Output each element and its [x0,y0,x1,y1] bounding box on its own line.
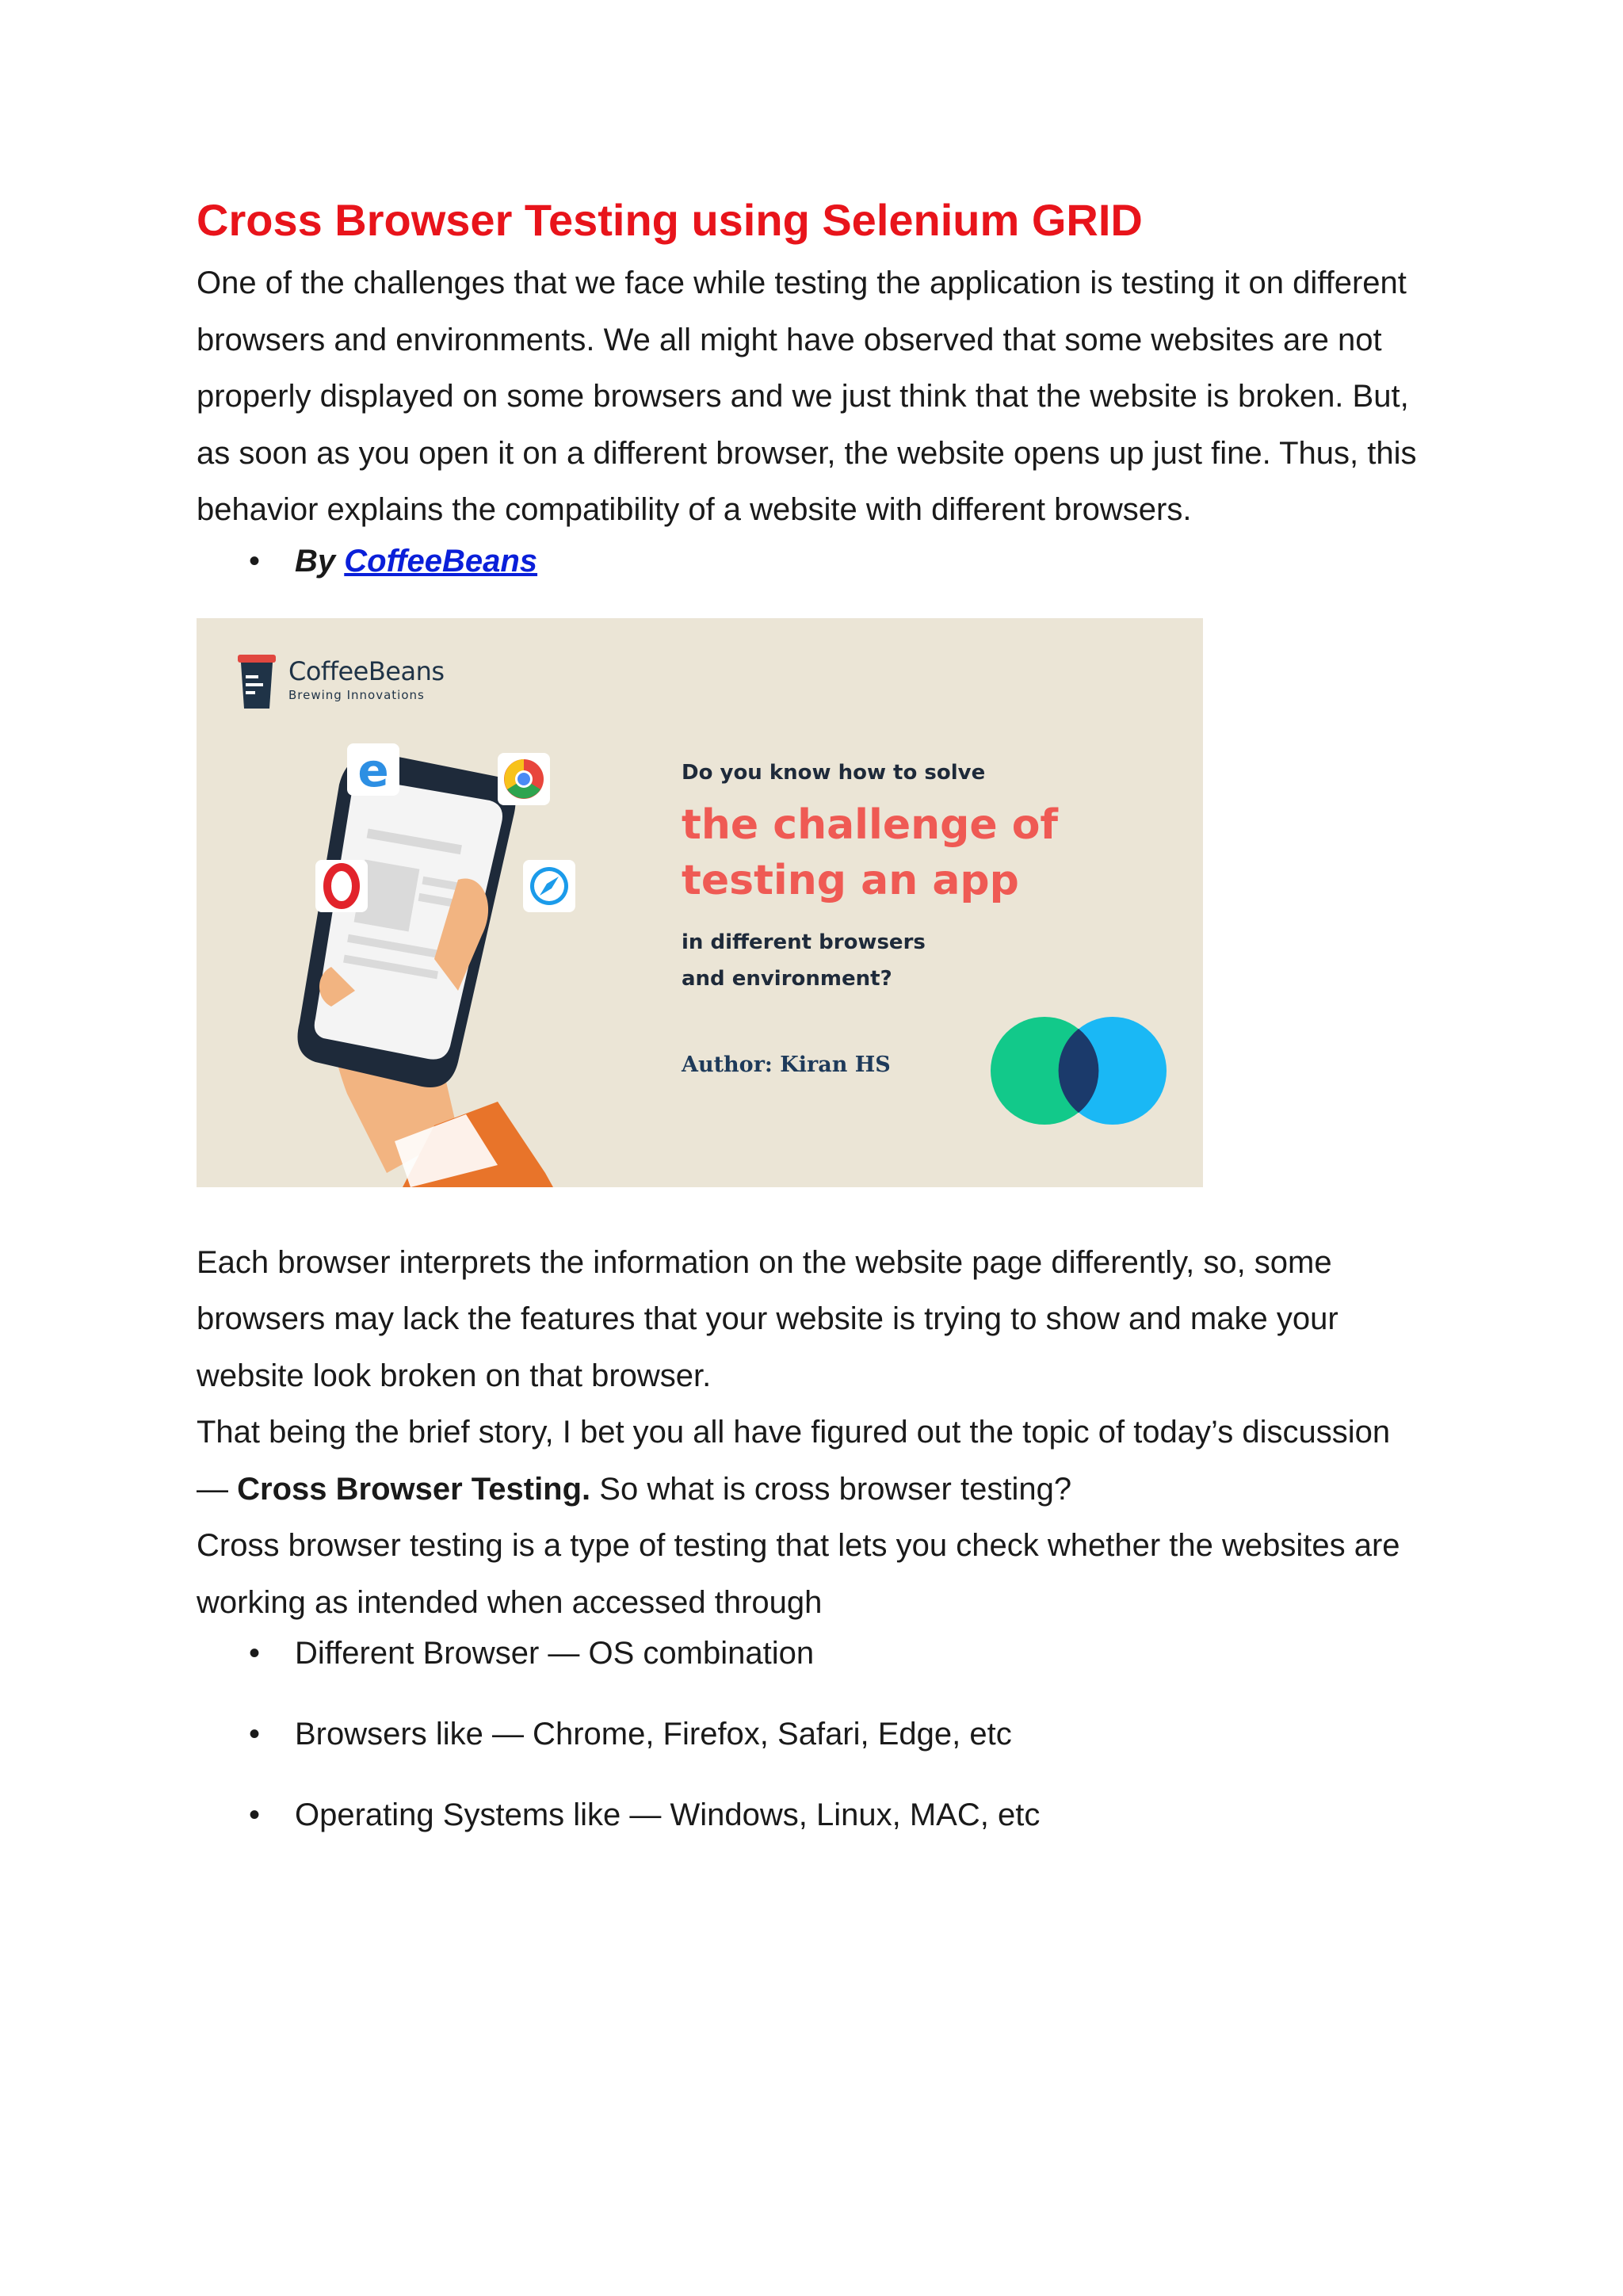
paragraph-topic-end: So what is cross browser testing? [590,1471,1072,1507]
banner-logo-tagline: Brewing Innovations [288,687,425,702]
byline-prefix: By [295,543,336,579]
banner-logo-name: CoffeeBeans [288,655,445,686]
safari-icon [523,860,575,912]
document-page [197,190,1417,1874]
banner-subtitle-line-1: in different browsers [682,930,926,954]
bullet-icon: • [249,1717,261,1752]
coffee-cup-logo-icon [238,655,276,709]
paragraph-browser-interpretation: Each browser interprets the information on the website page differently, so, some browsers may lack the features that your website is trying to show and make your website look broken on that browser. [197,1244,1338,1393]
bullet-icon: • [249,543,261,579]
bullet-list [197,1631,1417,1837]
internet-explorer-icon [347,743,399,797]
banner-headline [682,797,1157,908]
banner-question: Do you know how to solve [682,760,986,785]
intro-paragraph: One of the challenges that we face while testing the application is testing it on different browsers and environments. We all might have observed that some websites are not properly displayed on some browsers and we just think that the website is broken. But, as soon as you open it on a different browser, the website opens up just fine. Thus, this behavior explains the compatibility of a website with different browsers. [197,266,1417,527]
list-item [197,1793,1417,1837]
banner-subtitle-line-2: and environment? [682,966,892,991]
paragraph-topic-start: That being the brief story, I bet you all have figured out the topic of today’s discussion — [197,1415,1391,1507]
author-link[interactable]: CoffeeBeans [344,543,538,579]
bullet-icon: • [249,1797,261,1832]
bullet-icon: • [249,1636,261,1671]
banner-headline-line-1: the challenge of [682,800,1059,849]
chrome-icon [498,753,550,805]
list-item-text: Operating Systems like — Windows, Linux, MAC, etc [295,1797,1041,1832]
svg-text:e: e [357,743,389,797]
paragraph-definition: Cross browser testing is a type of testing that lets you check whether the websites are working as intended when accessed through [197,1528,1400,1620]
article-title: Cross Browser Testing using Selenium GRID [197,195,1143,245]
article-banner-image [197,618,1203,1187]
byline-item [197,539,1417,583]
hand-holding-phone-illustration [298,753,554,1187]
list-item [197,1712,1417,1756]
byline-list [197,539,1417,583]
banner-author: Author: Kiran HS [682,1052,891,1077]
banner-headline-line-2: testing an app [682,856,1019,904]
opera-icon [315,860,368,912]
venn-circles-graphic [991,1017,1167,1125]
list-item-text: Browsers like — Chrome, Firefox, Safari, Edge, etc [295,1717,1012,1752]
banner-subtitle [682,924,1014,997]
list-item [197,1631,1417,1675]
list-item-text: Different Browser — OS combination [295,1636,815,1671]
paragraph-topic [197,1404,1417,1518]
paragraph-topic-bold: Cross Browser Testing. [237,1471,591,1507]
